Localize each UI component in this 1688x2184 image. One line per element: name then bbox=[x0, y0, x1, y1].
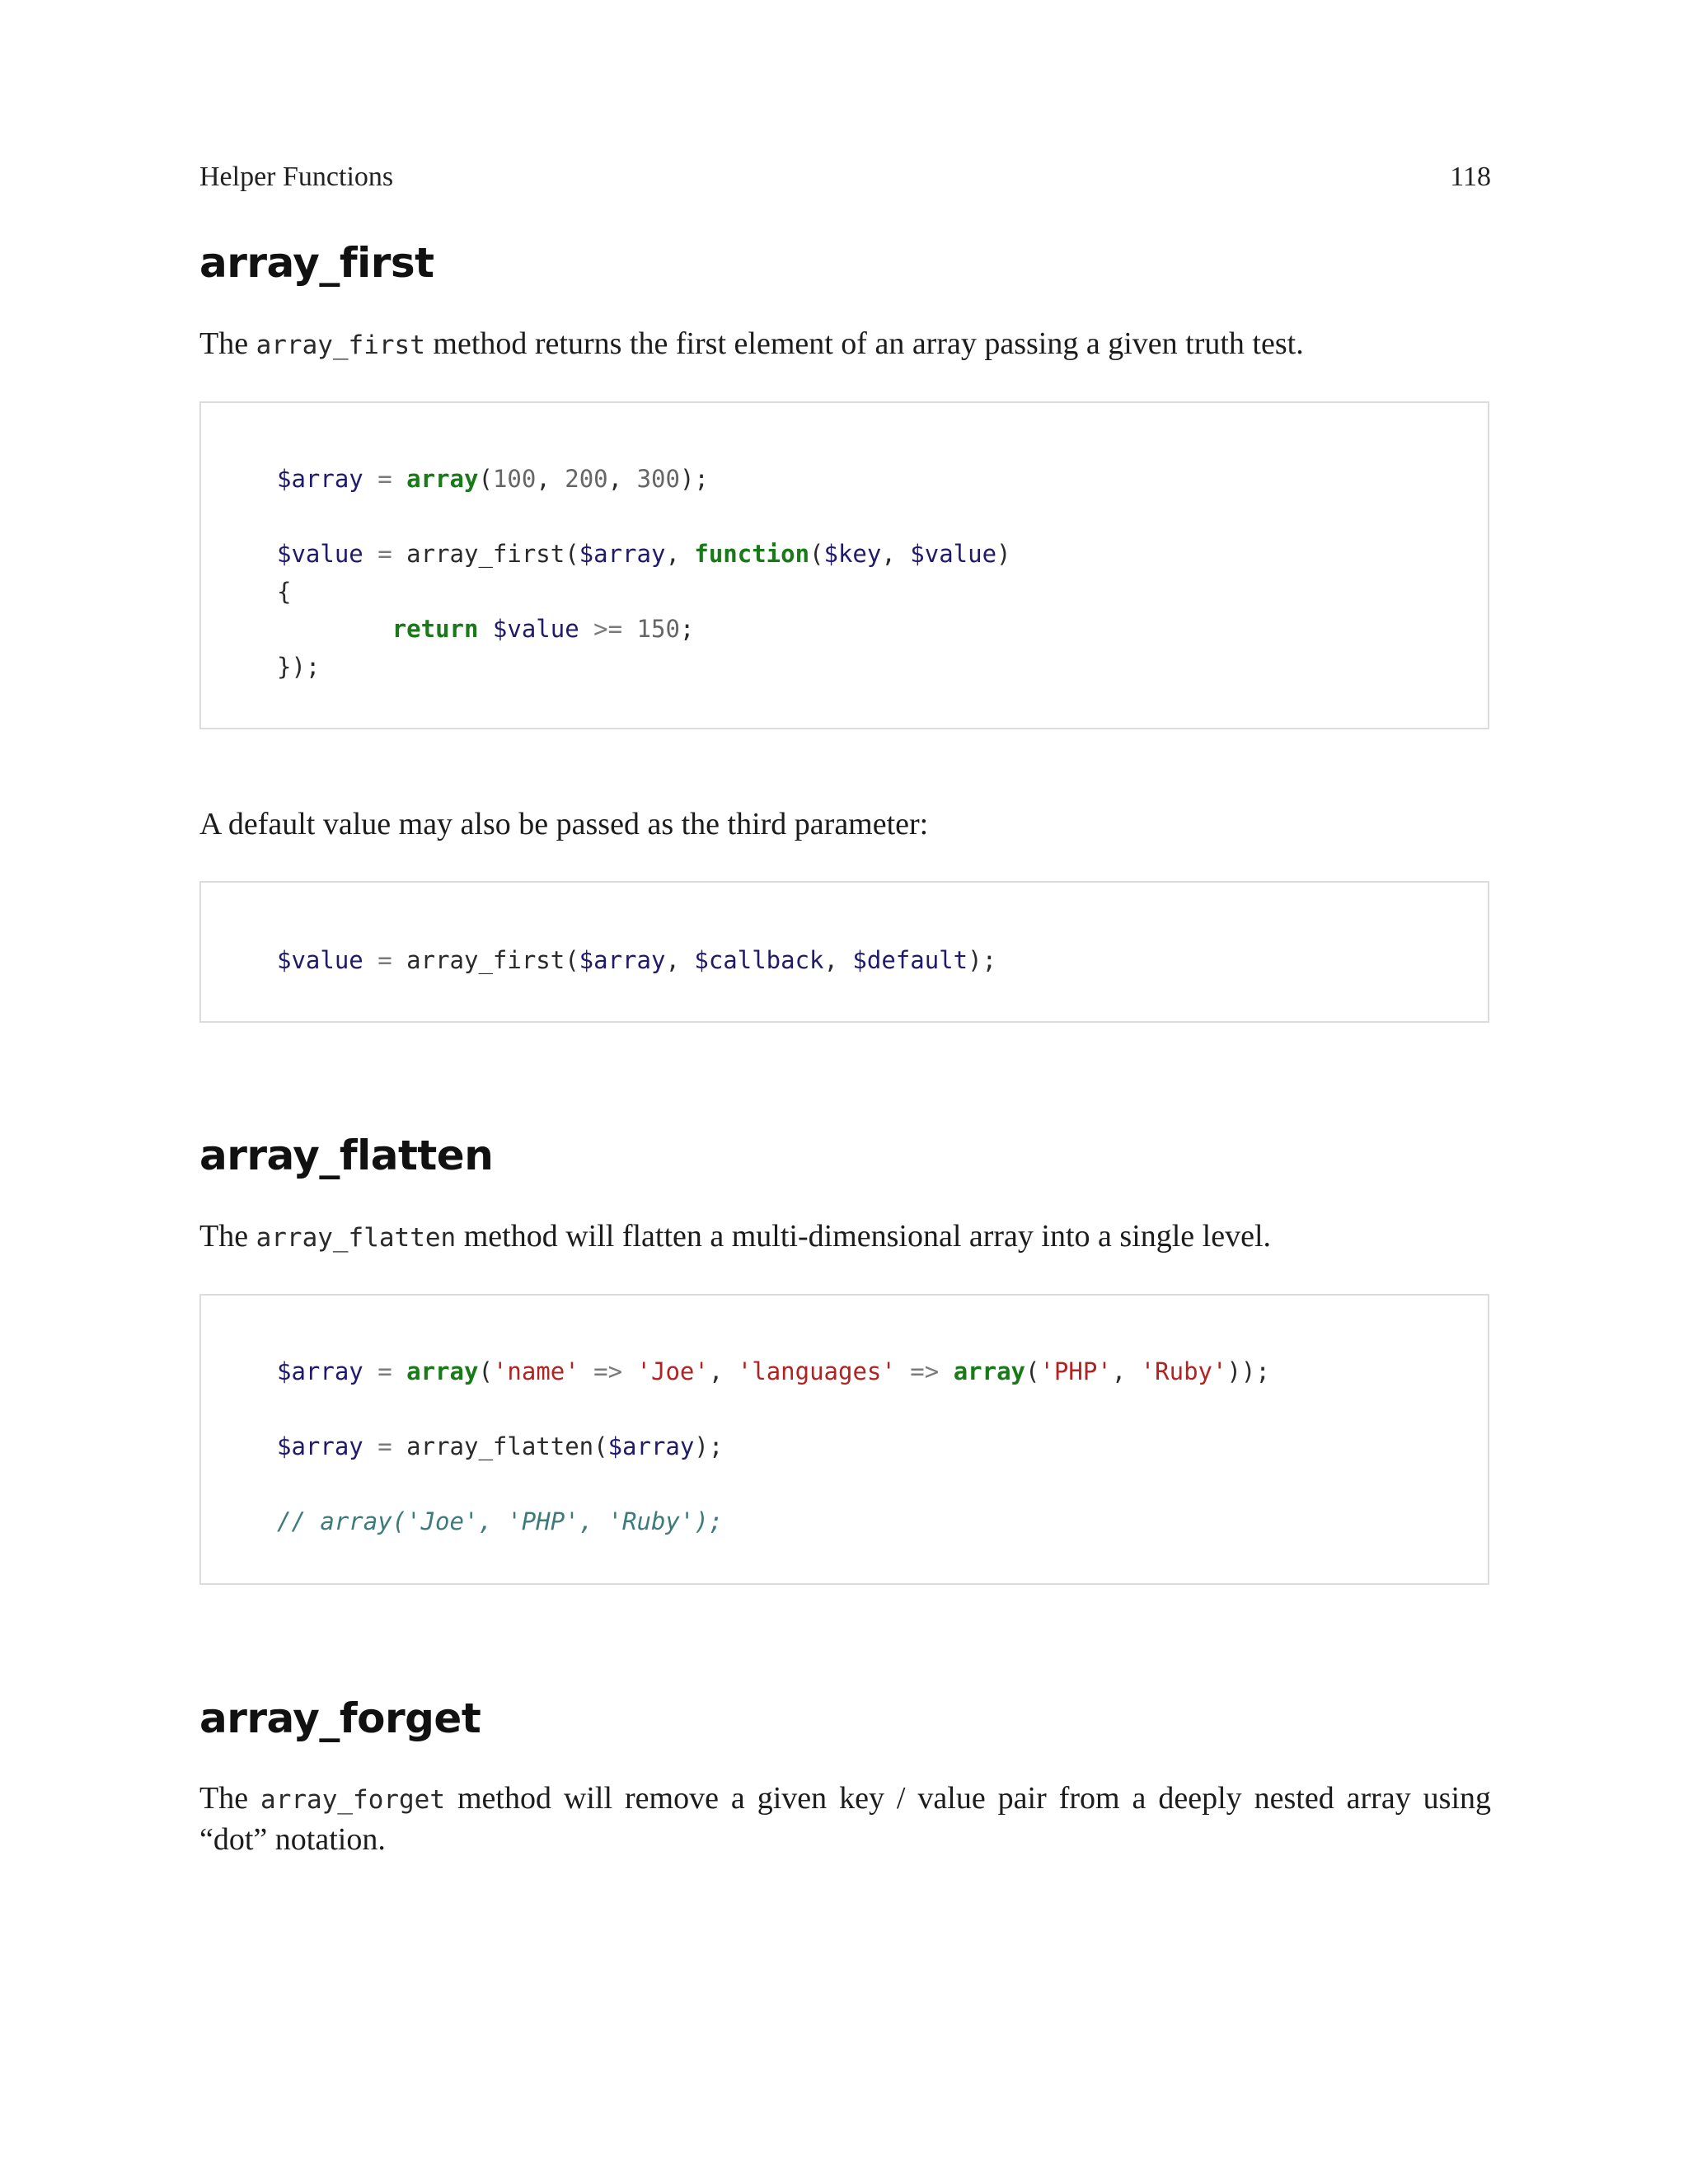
heading-array-first: array_first bbox=[199, 239, 434, 287]
code-block-array-first bbox=[199, 401, 1489, 729]
code-line: return $value >= 150; bbox=[392, 615, 695, 643]
array-flatten-description: The array_flatten method will flatten a multi-dimensional array into a single level. bbox=[199, 1219, 1272, 1254]
code-listing bbox=[277, 461, 1011, 686]
heading-array-forget: array_forget bbox=[199, 1694, 481, 1742]
section-name: Helper Functions bbox=[199, 162, 394, 192]
inline-code: array_flatten bbox=[256, 1223, 457, 1253]
inline-code: array_first bbox=[256, 330, 425, 360]
code-line: $value = array_first($array, $callback, $default); bbox=[277, 946, 997, 974]
code-block-array-first-default bbox=[199, 881, 1489, 1023]
code-line: $array = array(100, 200, 300); bbox=[277, 465, 709, 493]
code-listing bbox=[277, 942, 996, 980]
array-forget-description: The array_forget method will remove a given key / value pair from a deeply nested array using “dot” notation. bbox=[199, 1781, 1491, 1857]
code-comment: // array('Joe', 'PHP', 'Ruby'); bbox=[277, 1507, 724, 1535]
heading-array-flatten: array_flatten bbox=[199, 1132, 494, 1179]
array-first-description: The array_first method returns the first element of an array passing a given truth test. bbox=[199, 326, 1304, 361]
code-listing bbox=[277, 1353, 1270, 1541]
code-line: }); bbox=[277, 652, 321, 681]
code-line: $array = array('name' => 'Joe', 'languages' => array('PHP', 'Ruby')); bbox=[277, 1357, 1270, 1385]
running-header bbox=[199, 162, 1491, 193]
page-number: 118 bbox=[1450, 162, 1491, 192]
default-value-note: A default value may also be passed as the third parameter: bbox=[199, 807, 929, 841]
code-block-array-flatten bbox=[199, 1294, 1489, 1585]
code-line: $array = array_flatten($array); bbox=[277, 1432, 724, 1460]
code-line: { bbox=[277, 577, 292, 606]
inline-code: array_forget bbox=[260, 1785, 446, 1815]
code-line: $value = array_first($array, function($key, $value) bbox=[277, 540, 1011, 568]
